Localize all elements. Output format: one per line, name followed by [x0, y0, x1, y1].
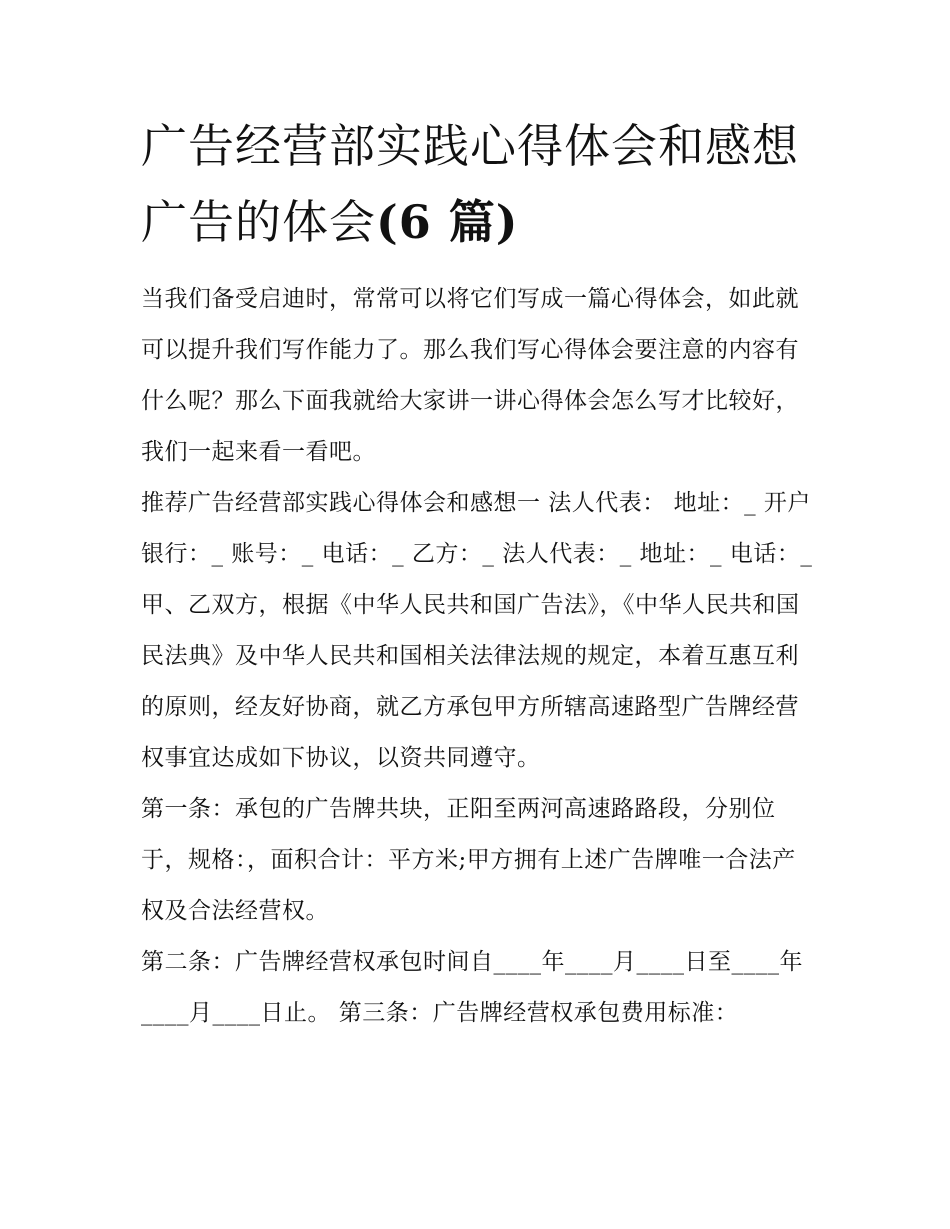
title-text: 广告经营部实践心得体会和感想 广告的体会 — [141, 119, 799, 249]
paragraph-preamble: 甲、乙双方，根据《中华人民共和国广告法》，《中华人民共和国民法典》及中华人民共和国相关法律法规的规定，本着互惠互利的原则，经友好协商，就乙方承包甲方所辖高速路型广告牌经营权事宜达成如下协议，以资共同遵守。 — [141, 592, 800, 771]
title-count: (6 篇) — [376, 195, 519, 249]
document-title — [141, 108, 813, 260]
paragraph-parties: 推荐广告经营部实践心得体会和感想一 法人代表： 地址：_ 开户银行：_ 账号：_ 电话：_ 乙方：_ 法人代表：_ 地址：_ 电话：_ — [141, 490, 813, 567]
document-page — [141, 108, 813, 1039]
paragraph-article-2: 第二条：广告牌经营权承包时间自____年____月____日至____年____月____日止。 第三条：广告牌经营权承包费用标准： — [141, 949, 803, 1026]
paragraph-article-1: 第一条：承包的广告牌共块，正阳至两河高速路路段，分别位于，规格：，面积合计：平方米;甲方拥有上述广告牌唯一合法产权及合法经营权。 — [141, 796, 796, 924]
paragraph-intro: 当我们备受启迪时，常常可以将它们写成一篇心得体会，如此就可以提升我们写作能力了。那么我们写心得体会要注意的内容有什么呢？那么下面我就给大家讲一讲心得体会怎么写才比较好，我们一起来看一看吧。 — [141, 286, 799, 465]
